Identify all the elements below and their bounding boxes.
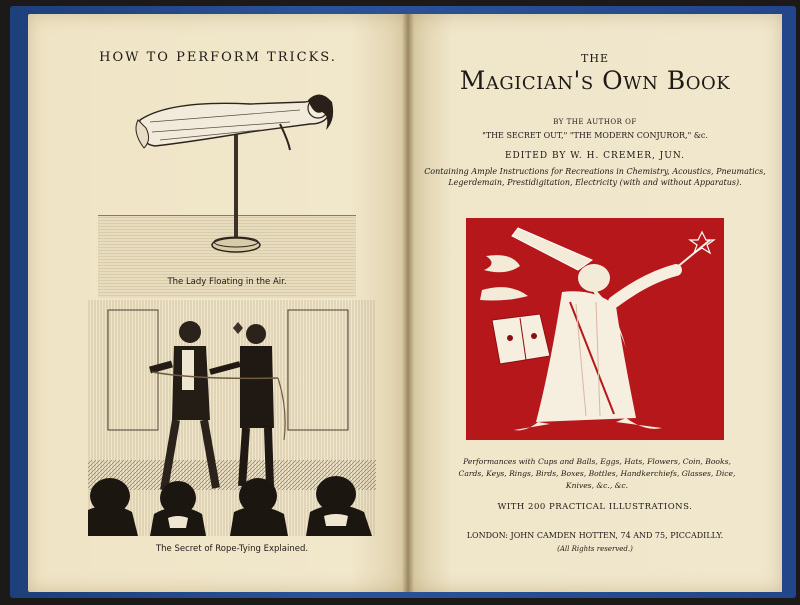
by-author-line: BY THE AUTHOR OF bbox=[553, 118, 637, 126]
book-title: Magician's Own Book bbox=[459, 66, 731, 95]
author-works: "THE SECRET OUT," "THE MODERN CONJUROR," &c. bbox=[482, 131, 708, 140]
illustrations-note: WITH 200 PRACTICAL ILLUSTRATIONS. bbox=[497, 502, 693, 512]
publisher-line: LONDON: JOHN CAMDEN HOTTEN, 74 AND 75, PICCADILLY. bbox=[466, 531, 724, 540]
floating-lady-caption: The Lady Floating in the Air. bbox=[167, 277, 287, 287]
rights-line: (All Rights reserved.) bbox=[557, 545, 633, 553]
floating-lady-illustration bbox=[130, 80, 350, 270]
wizard-plate bbox=[466, 218, 724, 440]
performances-list: Performances with Cups and Balls, Eggs, Hats, Flowers, Coin, Books, Cards, Keys, Rings, Birds, Boxes, Bottles, Handkerchiefs, Glasses, Dice, Knives, &c., &c. bbox=[458, 457, 736, 490]
wizard-illustration bbox=[466, 218, 724, 440]
contents-description: Containing Ample Instructions for Recreations in Chemistry, Acoustics, Pneumatics, Legerdemain, Prestidigitation, Electricity (with and without Apparatus). bbox=[424, 167, 766, 187]
title-the: THE bbox=[581, 52, 609, 65]
rope-tying-caption: The Secret of Rope-Tying Explained. bbox=[155, 544, 309, 554]
editor-line: EDITED BY W. H. CREMER, JUN. bbox=[504, 151, 686, 161]
rope-tying-illustration bbox=[88, 300, 376, 536]
left-page-header: HOW TO PERFORM TRICKS. bbox=[99, 50, 337, 65]
